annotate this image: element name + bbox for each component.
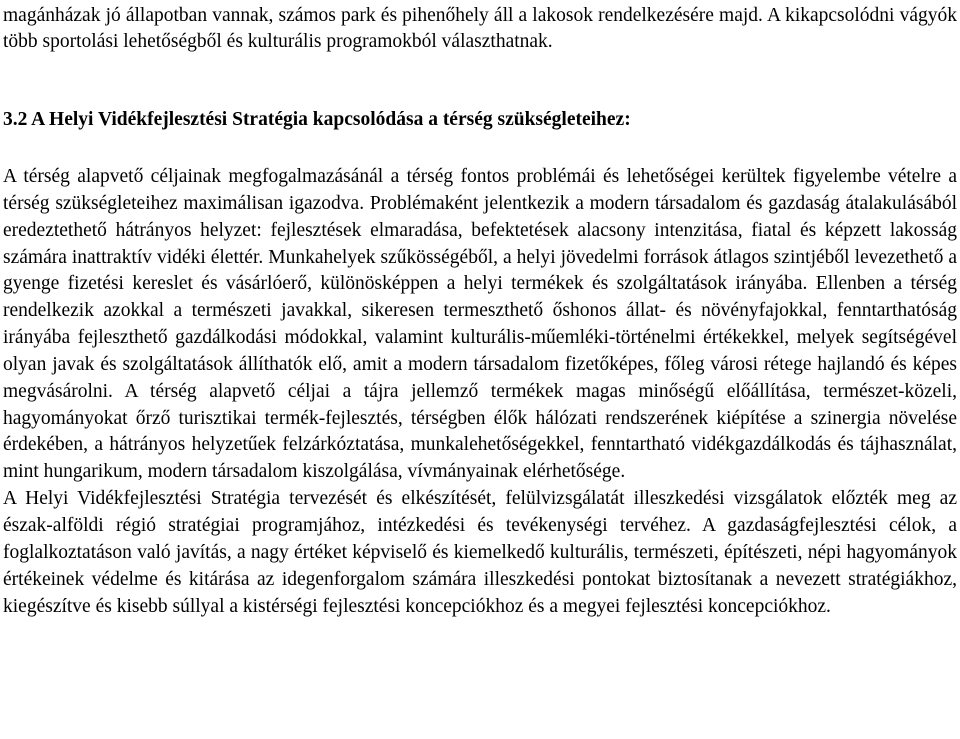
intro-paragraph: magánházak jó állapotban vannak, számos park és pihenőhely áll a lakosok rendelkezésére majd. A kikapcsolódni vágyók több sportolási lehetőségből és kulturális programokból választhatnak. (3, 5, 957, 52)
body-sentence: A gazdaságfejlesztési célok, a foglalkoztatáson való javítás, a nagy értéket képviselő és kiemelkedő kulturális, természeti, építészeti, népi hagyományok értékeinek védelme és kitárása az idegenforgalom számára illeszkedési pontokat biztosítanak a nevezett stratégiákhoz, kiegészítve és kisebb súllyal a kistérségi fejlesztési koncepciókhoz és a megyei fejlesztési koncepciókhoz. (3, 514, 957, 617)
body-sentence: A térség alapvető céljainak megfogalmazásánál a térség fontos problémái és lehetőségei kerültek figyelembe vételre a térség szükségleteihez maximálisan igazodva. (3, 166, 957, 214)
body-sentence: A térség alapvető céljai a tájra jellemző termékek magas minőségű előállítása, természet-közeli, hagyományokat őrző turisztikai termék-fejlesztés, térségben élők hálózati rendszerének kiépítése a szinergia növelése érdekében, a hátrányos helyzetűek felzárkóztatása, munkalehetőségekkel, fenntartható vidékgazdálkodás és tájhasználat, mint hungarikum, modern társadalom kiszolgálása, vívmányainak elérhetősége. (3, 380, 957, 483)
body-sentence: Ellenben a térség rendelkezik azokkal a természeti javakkal, sikeresen termeszthető őshonos állat- és növényfajokkal, fenntarthatóság irányába fejleszthető gazdálkodási módokkal, valamint kulturális-műemléki-történelmi értékekkel, melyek segítségével olyan javak és szolgáltatások állíthatók elő, amit a modern társadalom fizetőképes, főleg városi rétege hajlandó és képes megvásárolni. (3, 273, 958, 402)
section-heading: 3.2 A Helyi Vidékfejlesztési Stratégia kapcsolódása a térség szükségleteihez: (3, 109, 631, 130)
body-sentence: Munkahelyek szűkösségéből, a helyi jövedelmi források átlagos szintjéből levezethető a gyenge fizetési kereslet és vásárlóerő, különösképpen a helyi termékek és szolgáltatások irányába. (3, 246, 958, 295)
body-sentence: Problémaként jelentkezik a modern társadalom és gazdaság átalakulásából eredeztethető hátrányos helyzet: fejlesztések elmaradása, befektetések alacsony intenzitása, fiatal és képzett lakosság számára inattraktív vidéki élettér. (3, 192, 958, 268)
document-page (3, 0, 958, 617)
body-sentence: A Helyi Vidékfejlesztési Stratégia tervezését és elkészítését, felülvizsgálatát illeszkedési vizsgálatok előzték meg az észak-alföldi régió stratégiai programjához, intézkedési és tevékenységi tervéhez. (3, 488, 957, 536)
body-paragraph (3, 164, 957, 620)
